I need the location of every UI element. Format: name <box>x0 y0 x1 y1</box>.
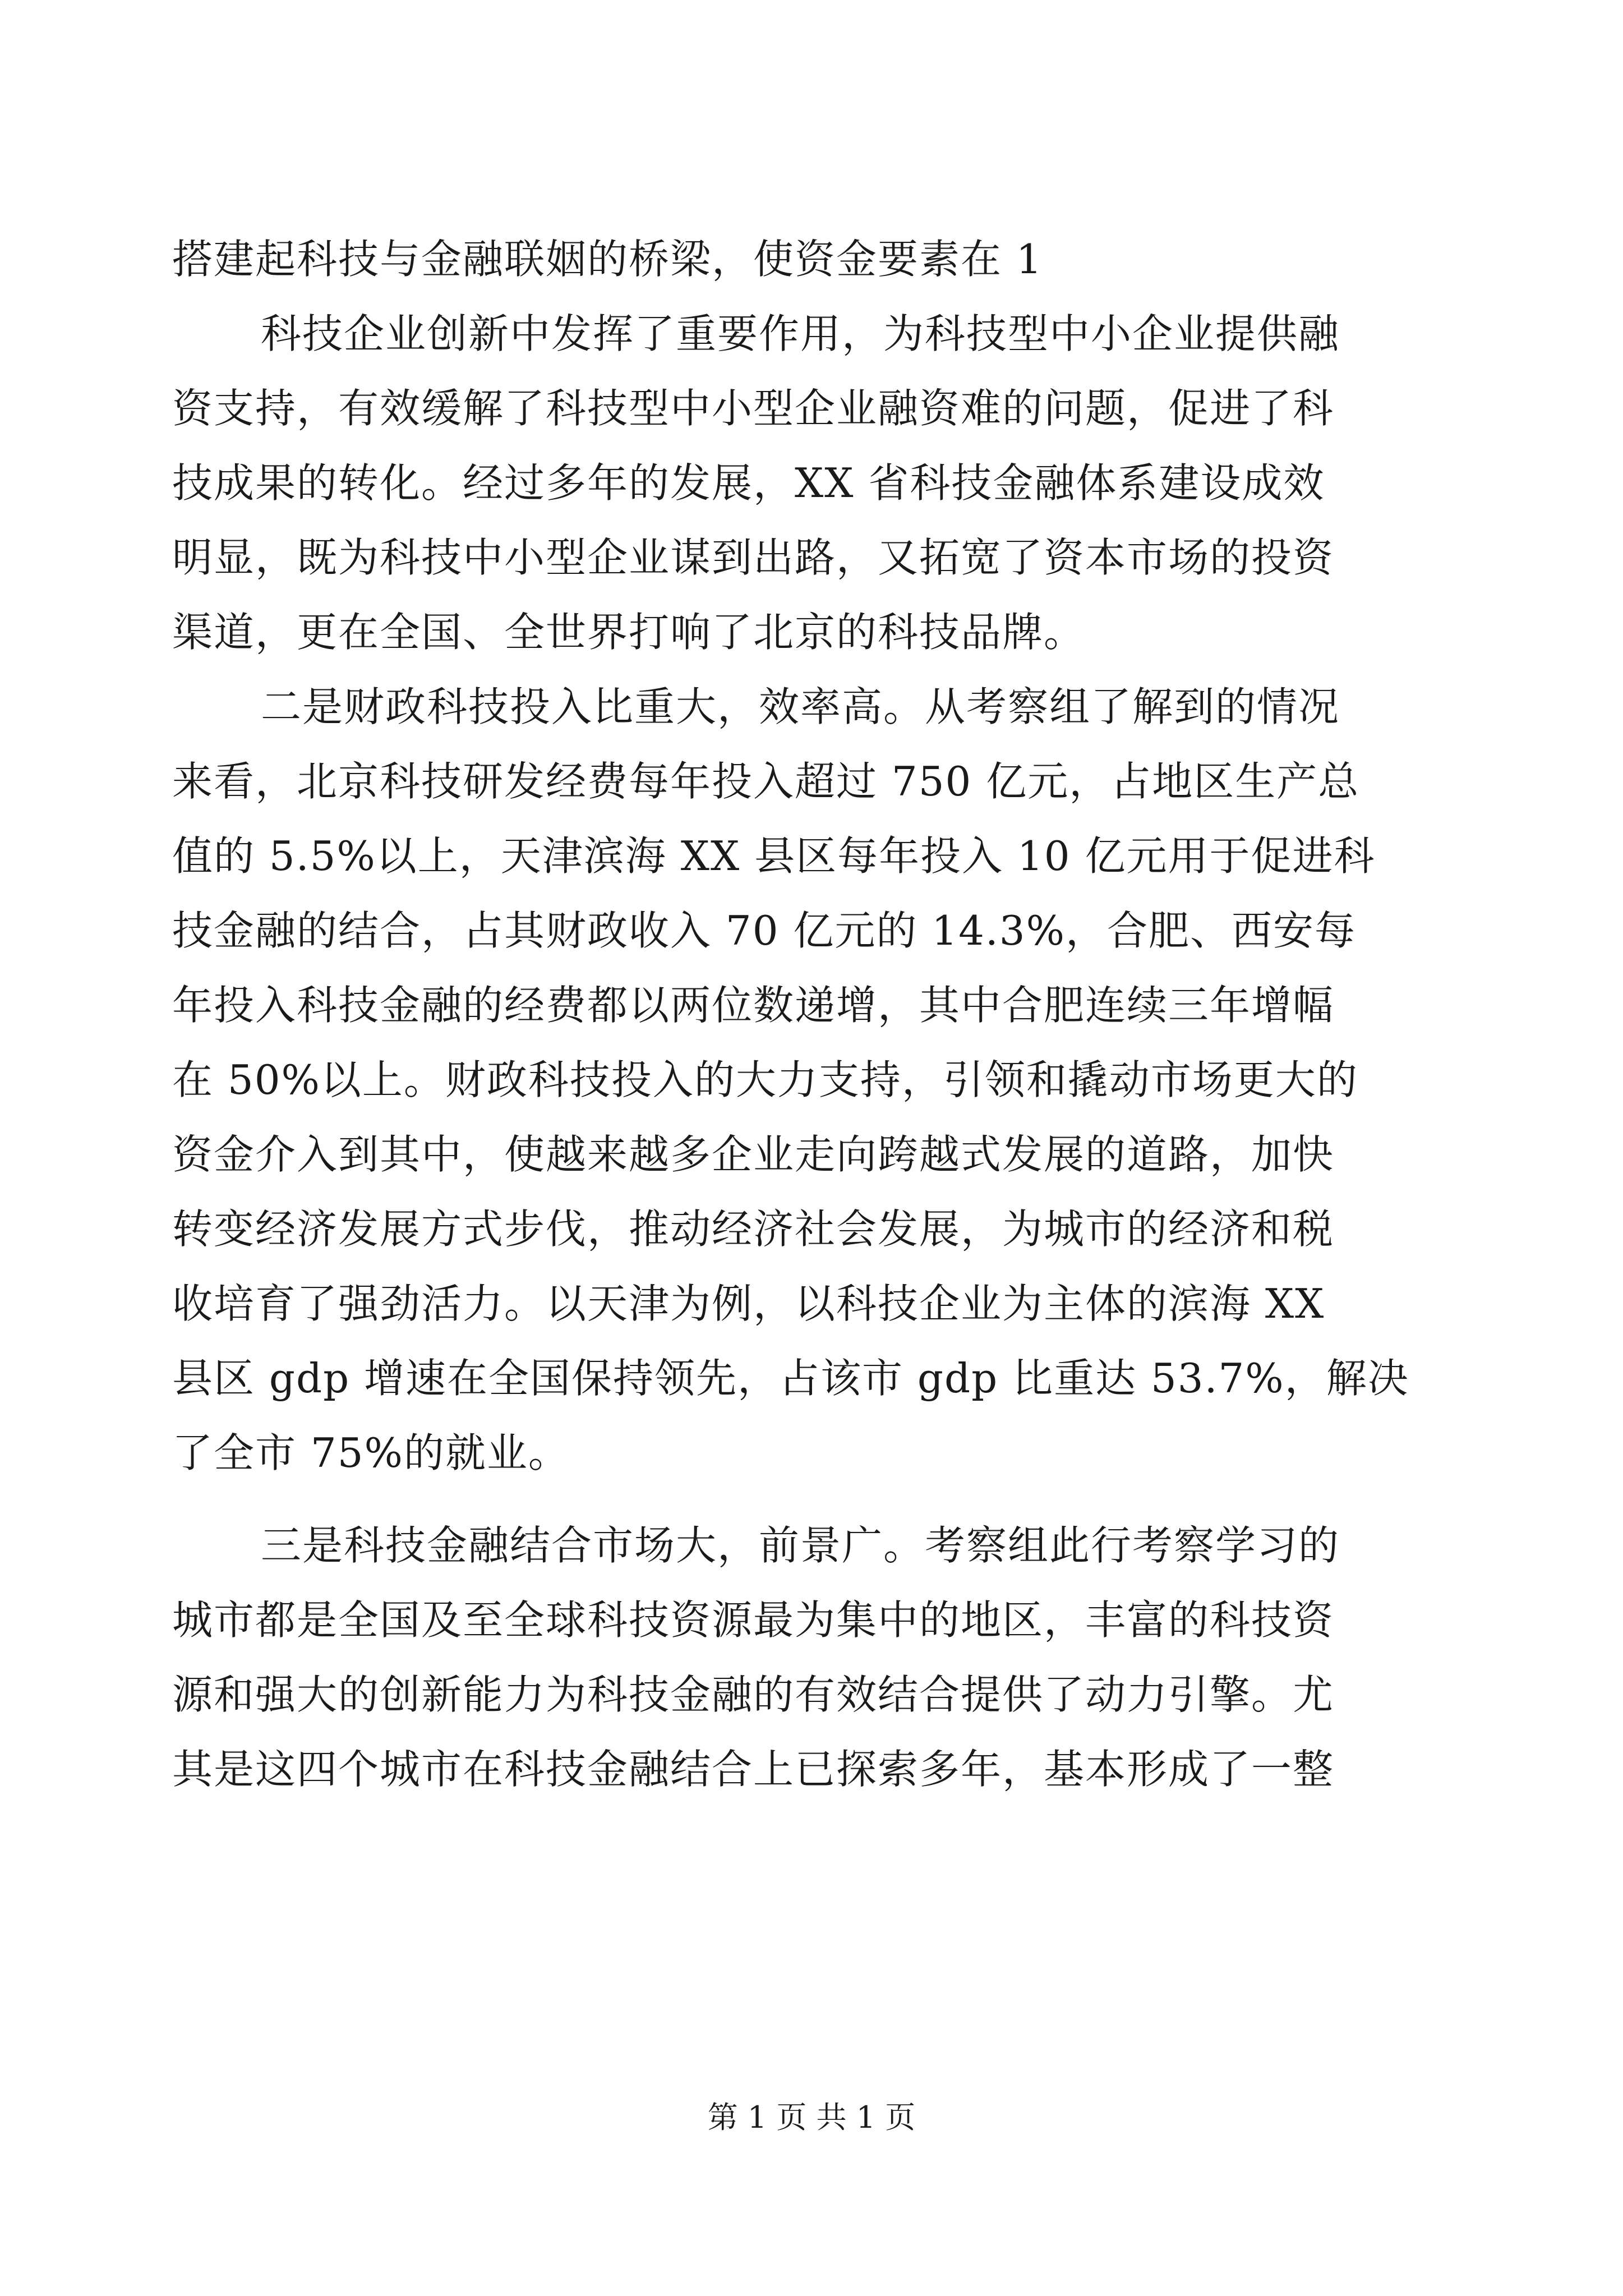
text-line: 三是科技金融结合市场大，前景广。考察组此行考察学习的 <box>261 1522 1340 1569</box>
text-line: 转变经济发展方式步伐，推动经济社会发展，为城市的经济和税 <box>172 1205 1335 1253</box>
text-line: 在 50%以上。财政科技投入的大力支持，引领和撬动市场更大的 <box>172 1056 1358 1103</box>
text-line: 年投入科技金融的经费都以两位数递增，其中合肥连续三年增幅 <box>172 982 1335 1029</box>
text-line: 其是这四个城市在科技金融结合上已探索多年，基本形成了一整 <box>172 1746 1335 1793</box>
text-line: 资支持，有效缓解了科技型中小型企业融资难的问题，促进了科 <box>172 385 1335 432</box>
page-footer: 第 1 页 共 1 页 <box>707 2100 916 2135</box>
text-line: 技金融的结合，占其财政收入 70 亿元的 14.3%，合肥、西安每 <box>172 907 1357 954</box>
text-line: 来看，北京科技研发经费每年投入超过 750 亿元，占地区生产总 <box>172 758 1360 805</box>
text-line: 收培育了强劲活力。以天津为例，以科技企业为主体的滨海 XX <box>172 1280 1325 1327</box>
text-line: 技成果的转化。经过多年的发展，XX 省科技金融体系建设成效 <box>172 459 1325 507</box>
text-line: 渠道，更在全国、全世界打响了北京的科技品牌。 <box>172 609 1086 656</box>
text-line: 了全市 75%的就业。 <box>172 1429 570 1476</box>
text-line: 资金介入到其中，使越来越多企业走向跨越式发展的道路，加快 <box>172 1131 1335 1178</box>
text-line: 源和强大的创新能力为科技金融的有效结合提供了动力引擎。尤 <box>172 1671 1335 1718</box>
text-line: 值的 5.5%以上，天津滨海 XX 县区每年投入 10 亿元用于促进科 <box>172 832 1376 880</box>
text-line: 二是财政科技投入比重大，效率高。从考察组了解到的情况 <box>261 683 1340 730</box>
text-line: 科技企业创新中发挥了重要作用，为科技型中小企业提供融 <box>261 310 1340 357</box>
text-line: 明显，既为科技中小型企业谋到出路，又拓宽了资本市场的投资 <box>172 534 1335 581</box>
text-line: 搭建起科技与金融联姻的桥梁，使资金要素在 1 <box>172 236 1043 283</box>
document-body <box>172 222 1424 1807</box>
text-line: 县区 gdp 增速在全国保持领先，占该市 gdp 比重达 53.7%，解决 <box>172 1355 1409 1402</box>
text-line: 城市都是全国及至全球科技资源最为集中的地区，丰富的科技资 <box>172 1596 1335 1644</box>
